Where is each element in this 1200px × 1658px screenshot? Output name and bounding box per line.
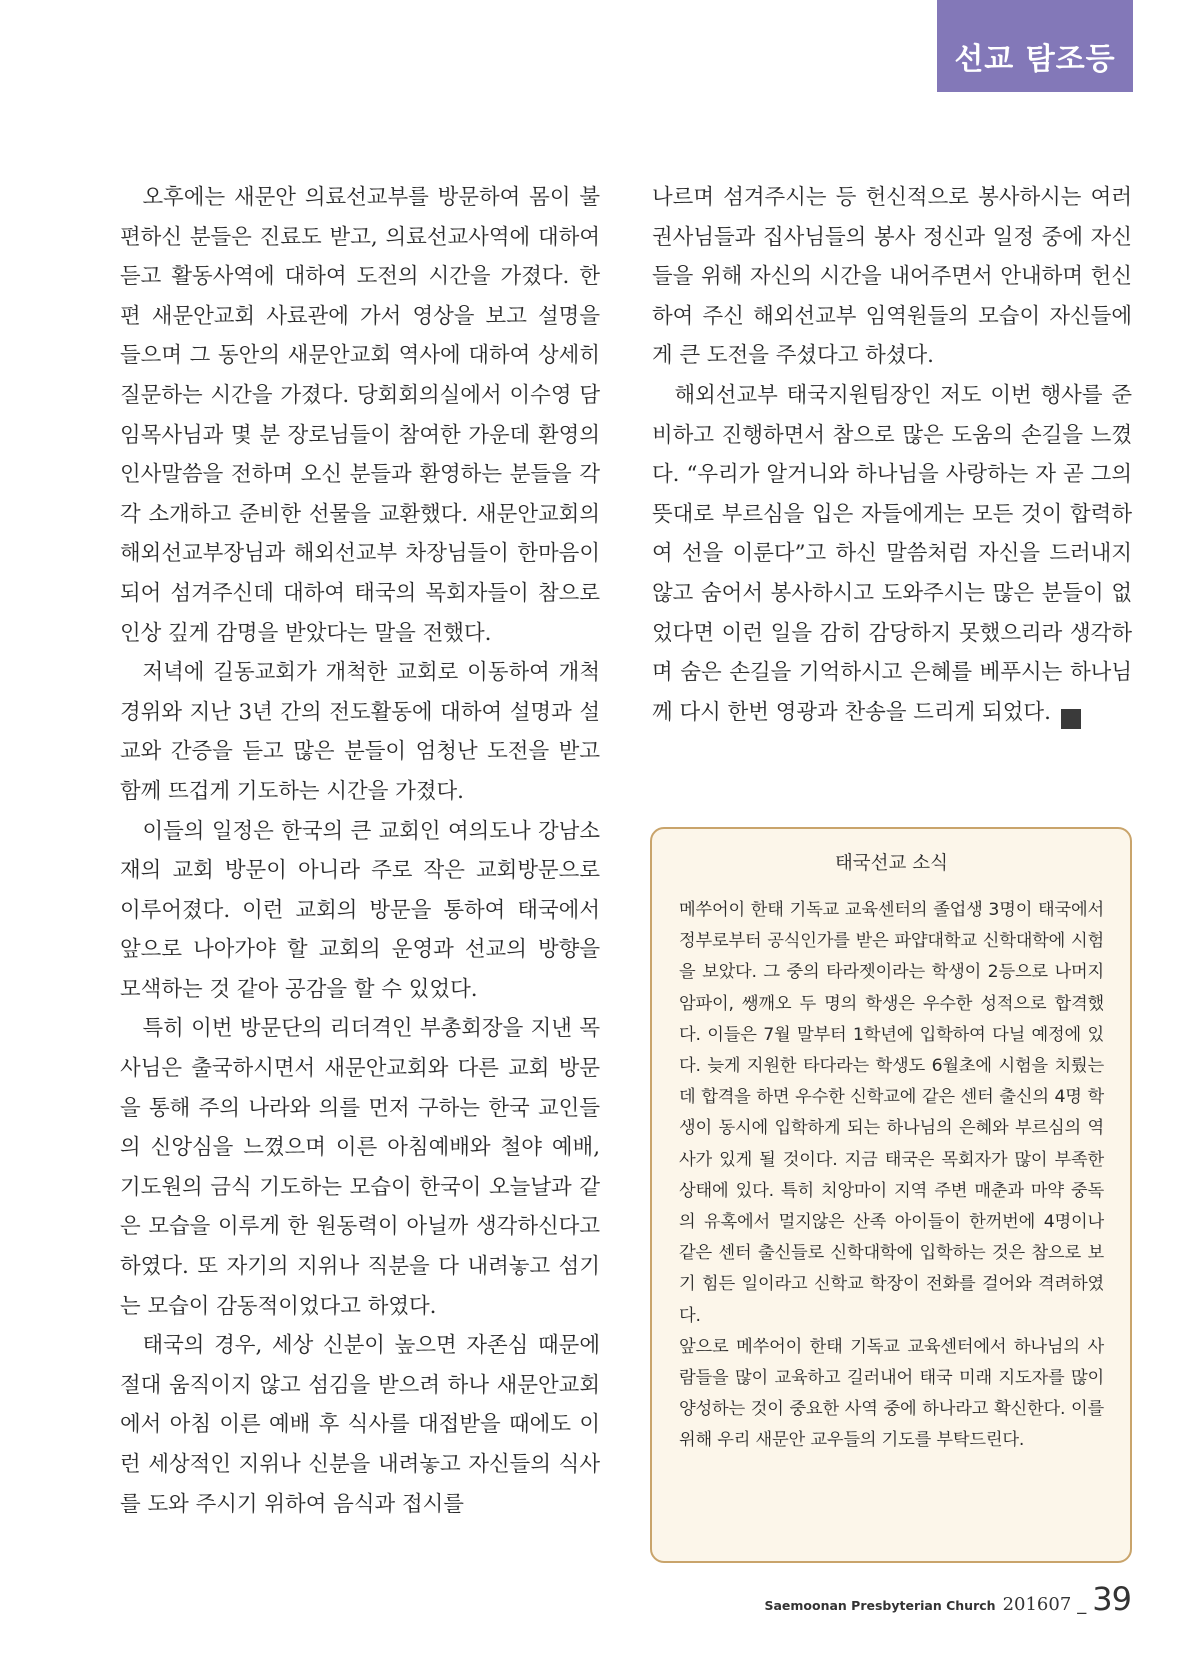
news-paragraph: 앞으로 메쑤어이 한태 기독교 교육센터에서 하나님의 사람들을 많이 교육하고 길러내어 태국 미래 지도자를 많이 양성하는 것이 중요한 사역 중에 하나라고 확신한다. 이를 위해 우리 새문안 교우들의 기도를 부탁드린다.: [679, 1336, 1104, 1451]
article-paragraph: 특히 이번 방문단의 리더격인 부총회장을 지낸 목사님은 출국하시면서 새문안교회와 다른 교회 방문을 통해 주의 나라와 의를 먼저 구하는 한국 교인들의 신앙심을 느꼈으며 이른 아침예배와 철야 예배, 기도원의 금식 기도하는 모습이 한국이 오늘날과 같은 모습을 이루게 한 원동력이 아닐까 생각하신다고 하였다. 또 자기의 지위나 직분을 다 내려놓고 섬기는 모습이 감동적이었다고 하였다.: [120, 1016, 600, 1319]
footer-separator: _: [1077, 1594, 1087, 1615]
article-paragraph: 오후에는 새문안 의료선교부를 방문하여 몸이 불편하신 분들은 진료도 받고, 의료선교사역에 대하여 듣고 활동사역에 대하여 도전의 시간을 가졌다. 한편 새문안교회 사료관에 가서 영상을 보고 설명을 들으며 그 동안의 새문안교회 역사에 대하여 상세히 질문하는 시간을 가졌다. 당회회의실에서 이수영 담임목사님과 몇 분 장로님들이 참여한 가운데 환영의 인사말씀을 전하며 오신 분들과 환영하는 분들을 각각 소개하고 준비한 선물을 교환했다. 새문안교회의 해외선교부장님과 해외선교부 차장님들이 한마음이 되어 섬겨주신데 대하여 태국의 목회자들이 참으로 인상 깊게 감명을 받았다는 말을 전했다.: [120, 185, 600, 646]
news-paragraph: 메쑤어이 한태 기독교 교육센터의 졸업생 3명이 태국에서 정부로부터 공식인가를 받은 파얍대학교 신학대학에 시험을 보았다. 그 중의 타라젯이라는 학생이 2등으로 나머지 암파이, 쌩깨오 두 명의 학생은 우수한 성적으로 합격했다. 이들은 7월 말부터 1학년에 입학하여 다닐 예정에 있다. 늦게 지원한 타다라는 학생도 6월초에 시험을 치뤘는데 합격을 하면 우수한 신학교에 같은 센터 출신의 4명 학생이 동시에 입학하게 되는 하나님의 은혜와 부르심의 역사가 있게 될 것이다. 지금 태국은 목회자가 많이 부족한 상태에 있다. 특히 치앙마이 지역 주변 매춘과 마약 중독의 유혹에서 멀지않은 산족 아이들이 한꺼번에 4명이나 같은 센터 출신들로 신학대학에 입학하는 것은 참으로 보기 힘든 일이라고 신학교 학장이 전화를 걸어와 격려하였다.: [679, 900, 1104, 1326]
section-title-tab: [937, 0, 1133, 92]
article-paragraph-text: 해외선교부 태국지원팀장인 저도 이번 행사를 준비하고 진행하면서 참으로 많은 도움의 손길을 느꼈다. “우리가 알거니와 하나님을 사랑하는 자 곧 그의 뜻대로 부르심을 입은 자들에게는 모든 것이 합력하여 선을 이룬다”고 하신 말씀처럼 자신을 드러내지 않고 숨어서 봉사하시고 도와주시는 많은 분들이 없었다면 이런 일을 감히 감당하지 못했으리라 생각하며 숨은 손길을 기억하시고 은혜를 베푸시는 하나님께 다시 한번 영광과 찬송을 드리게 되었다.: [652, 382, 1132, 725]
article-paragraph: 태국의 경우, 세상 신분이 높으면 자존심 때문에 절대 움직이지 않고 섬김을 받으려 하나 새문안교회에서 아침 이른 예배 후 식사를 대접받을 때에도 이런 세상적인 지위나 신분을 내려놓고 자신들의 식사를 도와 주시기 위하여 음식과 접시를: [120, 1333, 600, 1517]
article-column-right: [652, 178, 1132, 732]
article-paragraph: 이들의 일정은 한국의 큰 교회인 여의도나 강남소재의 교회 방문이 아니라 주로 작은 교회방문으로 이루어졌다. 이런 교회의 방문을 통하여 태국에서 앞으로 나아가야 할 교회의 운영과 선교의 방향을 모색하는 것 같아 공감을 할 수 있었다.: [120, 818, 600, 1002]
mission-news-box: [650, 827, 1132, 1563]
article-paragraph-final: [652, 376, 1132, 732]
article-column-left: [120, 178, 600, 1524]
page-footer: [764, 1580, 1131, 1618]
news-box-title: 태국선교 소식: [834, 853, 949, 874]
page-number: 39: [1092, 1580, 1131, 1618]
end-mark-icon: 새: [1061, 709, 1081, 729]
footer-issue-number: 201607: [1002, 1594, 1072, 1615]
news-box-body: [679, 895, 1104, 1457]
article-paragraph: 나르며 섬겨주시는 등 헌신적으로 봉사하시는 여러 권사님들과 집사님들의 봉사 정신과 일정 중에 자신들을 위해 자신의 시간을 내어주면서 안내하며 헌신하여 주신 해외선교부 임역원들의 모습이 자신들에게 큰 도전을 주셨다고 하셨다.: [652, 185, 1132, 369]
section-title: 선교 탐조등: [954, 42, 1116, 77]
footer-church-name: Saemoonan Presbyterian Church: [764, 1598, 996, 1613]
article-paragraph: 저녁에 길동교회가 개척한 교회로 이동하여 개척 경위와 지난 3년 간의 전도활동에 대하여 설명과 설교와 간증을 듣고 많은 분들이 엄청난 도전을 받고 함께 뜨겁게 기도하는 시간을 가졌다.: [120, 660, 600, 804]
